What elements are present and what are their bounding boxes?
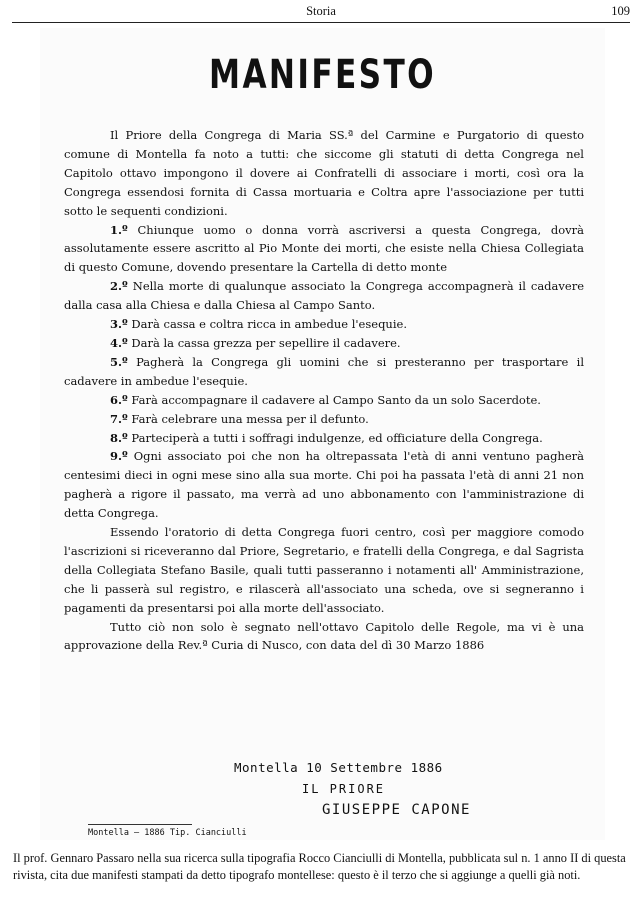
- regole-paragraph: Tutto ciò non solo è segnato nell'ottavo Capitolo delle Regole, ma vi è una approvazione della Rev.ª Curia di Nusco, con data del dì 30 Marzo 1886: [64, 619, 584, 653]
- manifesto-body: [64, 126, 584, 655]
- manifesto-title: MANIFESTO: [209, 52, 436, 98]
- condition-number: 8.º: [110, 430, 128, 445]
- condition-item: [64, 353, 584, 391]
- signer-name: GIUSEPPE CAPONE: [322, 802, 471, 818]
- condition-item: [64, 334, 584, 353]
- section-title: Storia: [306, 4, 336, 18]
- signer-title: IL PRIORE: [302, 782, 386, 796]
- manifesto-scan: [40, 28, 605, 840]
- condition-text: Ogni associato poi che non ha oltrepassata l'età di anni ventuno pagherà centesimi dieci in ogni mese sino alla sua morte. Chi poi ha passata l'età di anni 21 non pagherà a rigore il passato, ma verrà ad uno abbonamento con l'amministrazione di detta Congrega.: [64, 449, 584, 521]
- condition-text: Farà celebrare una messa per il defunto.: [131, 411, 369, 426]
- condition-item: [64, 221, 584, 278]
- intro-paragraph: Il Priore della Congrega di Maria SS.ª del Carmine e Purgatorio di questo comune di Montella fa noto a tutti: che siccome gli statuti di detta Congrega nel Capitolo ottavo impongono il dovere ai Confratelli di associare i morti, così ora la Congrega essendosi fornita di Cassa mortuaria e Coltra apre l'associazione per tutti sotto le sequenti condizioni.: [64, 128, 584, 218]
- condition-item: [64, 391, 584, 410]
- imprint-divider: [88, 824, 192, 825]
- condition-item: [64, 277, 584, 315]
- printer-imprint: Montella — 1886 Tip. Cianciulli: [88, 828, 247, 838]
- page-header: [12, 4, 630, 21]
- condition-text: Pagherà la Congrega gli uomini che si presteranno per trasportare il cadavere in ambedue l'esequie.: [64, 354, 584, 388]
- page-number: 109: [611, 4, 630, 18]
- condition-number: 6.º: [110, 392, 128, 407]
- condition-text: Parteciperà a tutti i soffragi indulgenze, ed officiature della Congrega.: [131, 430, 543, 445]
- condition-item: [64, 447, 584, 523]
- condition-text: Chiunque uomo o donna vorrà ascriversi a questa Congrega, dovrà assolutamente essere ascritto al Pio Monte dei morti, che esiste nella Chiesa Collegiata di questo Comune, dovendo presentare la Cartella di detto monte: [64, 222, 585, 275]
- condition-number: 3.º: [110, 317, 128, 332]
- condition-number: 2.º: [110, 279, 128, 294]
- date-line: Montella 10 Settembre 1886: [234, 760, 443, 775]
- condition-number: 4.º: [110, 335, 128, 350]
- condition-text: Nella morte di qualunque associato la Congrega accompagnerà il cadavere dalla casa alla Chiesa e dalla Chiesa al Campo Santo.: [64, 279, 584, 313]
- header-divider: [12, 22, 630, 23]
- condition-text: Darà cassa e coltra ricca in ambedue l'esequie.: [131, 317, 407, 332]
- condition-number: 9.º: [110, 449, 128, 464]
- condition-item: [64, 410, 584, 429]
- condition-item: [64, 429, 584, 448]
- condition-number: 7.º: [110, 411, 128, 426]
- image-caption: Il prof. Gennaro Passaro nella sua ricerca sulla tipografia Rocco Cianciulli di Montella, pubblicata sul n. 1 anno II di questa rivista, cita due manifesti stampati da detto tipografo montellese: questo è il terzo che si aggiunge a quelli già noti.: [13, 851, 626, 882]
- condition-text: Darà la cassa grezza per sepellire il cadavere.: [131, 335, 401, 350]
- condition-item: [64, 315, 584, 334]
- condition-number: 5.º: [110, 354, 128, 369]
- condition-text: Farà accompagnare il cadavere al Campo Santo da un solo Sacerdote.: [131, 392, 541, 407]
- condition-number: 1.º: [110, 222, 128, 237]
- oratorio-paragraph: Essendo l'oratorio di detta Congrega fuori centro, così per maggiore comodo l'ascrizioni si riceveranno dal Priore, Segretario, e fratelli della Congrega, e dal Sagrista della Collegiata Stefano Basile, quali tutti passeranno i notamenti all' Amministrazione, che li passerà sul registro, e rilascerà all'associato una scheda, ove si segneranno i pagamenti da presentarsi poi alla morte dell'associato.: [64, 525, 584, 615]
